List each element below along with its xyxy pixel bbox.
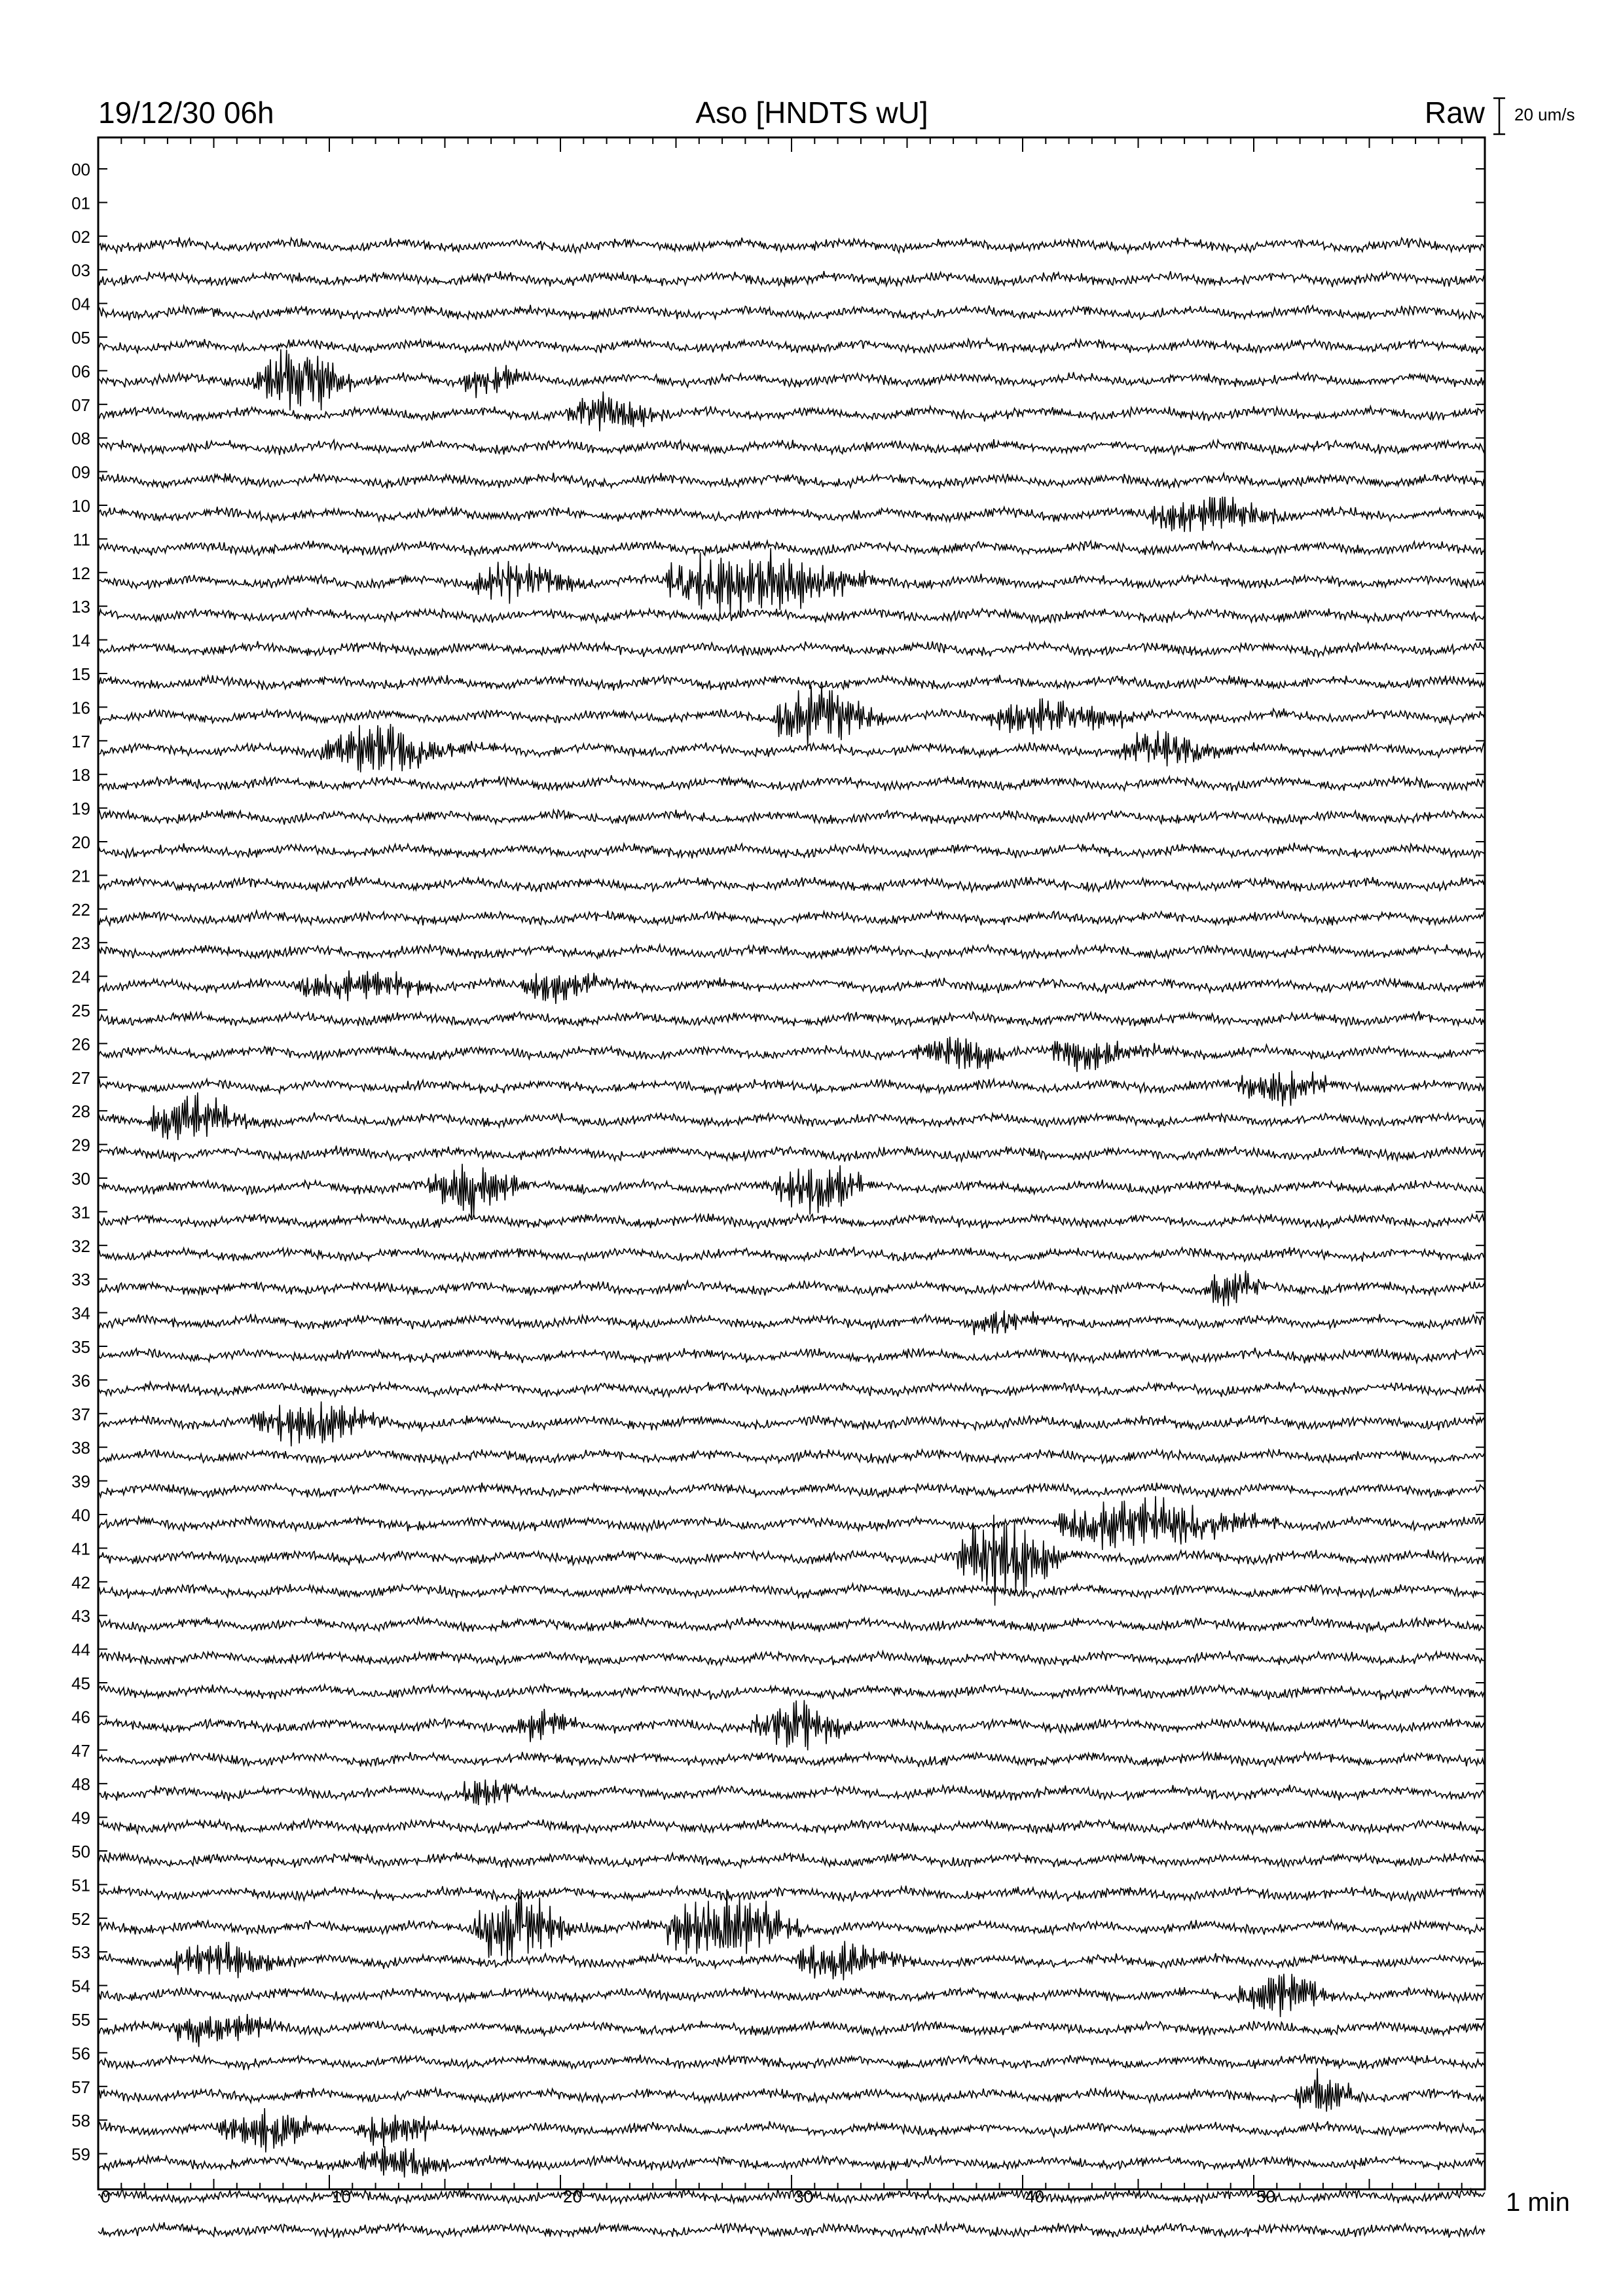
trace-row-34 (98, 1310, 1485, 1335)
trace-row-13 (98, 608, 1485, 623)
trace-row-27 (98, 1071, 1485, 1107)
trace-row-57 (98, 2068, 1485, 2111)
row-label: 12 (71, 563, 90, 583)
trace-row-14 (98, 641, 1485, 657)
row-label: 08 (71, 429, 90, 449)
trace-row-12 (98, 548, 1485, 617)
trace-row-60 (98, 2189, 1485, 2204)
row-label: 19 (71, 798, 90, 819)
trace-row-16 (98, 687, 1485, 747)
row-label: 22 (71, 899, 90, 920)
row-label: 58 (71, 2111, 90, 2131)
row-label: 04 (71, 294, 90, 314)
row-label: 36 (71, 1371, 90, 1391)
row-label: 59 (71, 2144, 90, 2164)
row-label: 10 (71, 496, 90, 516)
trace-row-25 (98, 1011, 1485, 1026)
trace-row-6 (98, 350, 1485, 411)
row-label: 28 (71, 1102, 90, 1122)
row-label: 57 (71, 2077, 90, 2097)
row-label: 24 (71, 967, 90, 987)
trace-row-10 (98, 497, 1485, 532)
row-label: 01 (71, 193, 90, 213)
trace-row-58 (98, 2108, 1485, 2153)
x-tick-label: 30 (794, 2187, 813, 2206)
row-label: 51 (71, 1875, 90, 1895)
row-label: 25 (71, 1001, 90, 1020)
row-label: 18 (71, 765, 90, 785)
row-labels (71, 160, 90, 2164)
trace-row-39 (98, 1482, 1485, 1498)
trace-row-51 (98, 1886, 1485, 1901)
row-label: 05 (71, 328, 90, 348)
trace-row-53 (98, 1941, 1485, 1981)
row-label: 54 (71, 1976, 90, 1996)
row-label: 06 (71, 361, 90, 382)
row-label: 09 (71, 462, 90, 482)
trace-row-11 (98, 541, 1485, 556)
row-label: 46 (71, 1707, 90, 1727)
scale-bar-label: 20 um/s (1514, 105, 1575, 124)
trace-row-28 (98, 1092, 1485, 1140)
row-label: 17 (71, 731, 90, 751)
trace-row-2 (98, 238, 1485, 253)
trace-row-55 (98, 2014, 1485, 2047)
row-label: 33 (71, 1270, 90, 1290)
row-label: 30 (71, 1169, 90, 1189)
row-label: 44 (71, 1640, 90, 1660)
trace-row-46 (98, 1700, 1485, 1751)
trace-row-35 (98, 1348, 1485, 1363)
trace-row-18 (98, 776, 1485, 791)
trace-row-26 (98, 1037, 1485, 1072)
trace-row-38 (98, 1449, 1485, 1463)
row-label: 45 (71, 1674, 90, 1693)
row-label: 42 (71, 1572, 90, 1592)
row-label: 15 (71, 664, 90, 684)
row-label: 35 (71, 1337, 90, 1357)
trace-row-37 (98, 1401, 1485, 1446)
trace-row-50 (98, 1852, 1485, 1868)
x-tick-label: 40 (1025, 2187, 1044, 2206)
row-label: 32 (71, 1236, 90, 1256)
trace-row-19 (98, 810, 1485, 825)
row-label: 20 (71, 833, 90, 852)
row-label: 40 (71, 1505, 90, 1525)
row-label: 48 (71, 1774, 90, 1795)
row-label: 52 (71, 1909, 90, 1929)
trace-row-44 (98, 1651, 1485, 1666)
row-label: 31 (71, 1202, 90, 1223)
trace-row-49 (98, 1819, 1485, 1834)
trace-row-32 (98, 1247, 1485, 1262)
row-label: 02 (71, 226, 90, 247)
trace-row-4 (98, 305, 1485, 321)
row-label: 47 (71, 1740, 90, 1761)
scale-bar (1493, 98, 1575, 134)
x-unit-label: 1 min (1506, 2188, 1570, 2217)
trace-row-45 (98, 1685, 1485, 1700)
trace-row-5 (98, 339, 1485, 354)
row-label: 16 (71, 698, 90, 718)
date-hour-label: 19/12/30 06h (98, 96, 274, 130)
station-title: Aso [HNDTS wU] (695, 96, 928, 130)
trace-row-59 (98, 2146, 1485, 2178)
trace-row-29 (98, 1145, 1485, 1162)
trace-row-23 (98, 944, 1485, 960)
trace-row-54 (98, 1974, 1485, 2017)
trace-row-3 (98, 271, 1485, 287)
x-tick-label: 20 (563, 2187, 582, 2206)
row-label: 53 (71, 1943, 90, 1963)
trace-row-21 (98, 876, 1485, 891)
trace-row-36 (98, 1382, 1485, 1397)
row-label: 50 (71, 1842, 90, 1861)
trace-row-31 (98, 1213, 1485, 1229)
row-label: 38 (71, 1438, 90, 1458)
row-label: 26 (71, 1034, 90, 1054)
trace-row-43 (98, 1617, 1485, 1633)
row-label: 21 (71, 866, 90, 886)
trace-row-56 (98, 2054, 1485, 2070)
row-label: 13 (71, 597, 90, 617)
trace-row-24 (98, 971, 1485, 1004)
row-label: 55 (71, 2010, 90, 2030)
row-label: 43 (71, 1606, 90, 1626)
trace-row-40 (98, 1496, 1485, 1550)
row-label: 27 (71, 1067, 90, 1088)
trace-row-47 (98, 1752, 1485, 1767)
row-label: 14 (71, 630, 90, 651)
row-label: 29 (71, 1135, 90, 1155)
row-label: 00 (71, 160, 90, 179)
row-label: 56 (71, 2043, 90, 2064)
row-label: 49 (71, 1808, 90, 1828)
trace-row-52 (98, 1889, 1485, 1962)
trace-row-33 (98, 1270, 1485, 1306)
trace-row-61 (98, 2222, 1485, 2237)
trace-row-30 (98, 1164, 1485, 1218)
x-tick-label: 50 (1256, 2187, 1275, 2206)
row-label: 07 (71, 395, 90, 415)
trace-row-48 (98, 1780, 1485, 1805)
trace-row-7 (98, 391, 1485, 431)
row-label: 23 (71, 933, 90, 954)
trace-row-8 (98, 439, 1485, 455)
trace-row-22 (98, 910, 1485, 925)
mode-label: Raw (1424, 96, 1485, 130)
row-label: 41 (71, 1539, 90, 1559)
x-tick-label: 10 (332, 2187, 351, 2206)
row-label: 39 (71, 1471, 90, 1492)
trace-row-42 (98, 1584, 1485, 1599)
row-label: 03 (71, 260, 90, 281)
row-label: 37 (71, 1404, 90, 1424)
trace-row-9 (98, 473, 1485, 488)
row-label: 11 (73, 529, 90, 550)
seismic-traces (98, 238, 1485, 2238)
trace-row-20 (98, 843, 1485, 859)
x-tick-label: 0 (101, 2187, 111, 2206)
trace-row-15 (98, 675, 1485, 691)
row-label: 34 (71, 1303, 90, 1323)
